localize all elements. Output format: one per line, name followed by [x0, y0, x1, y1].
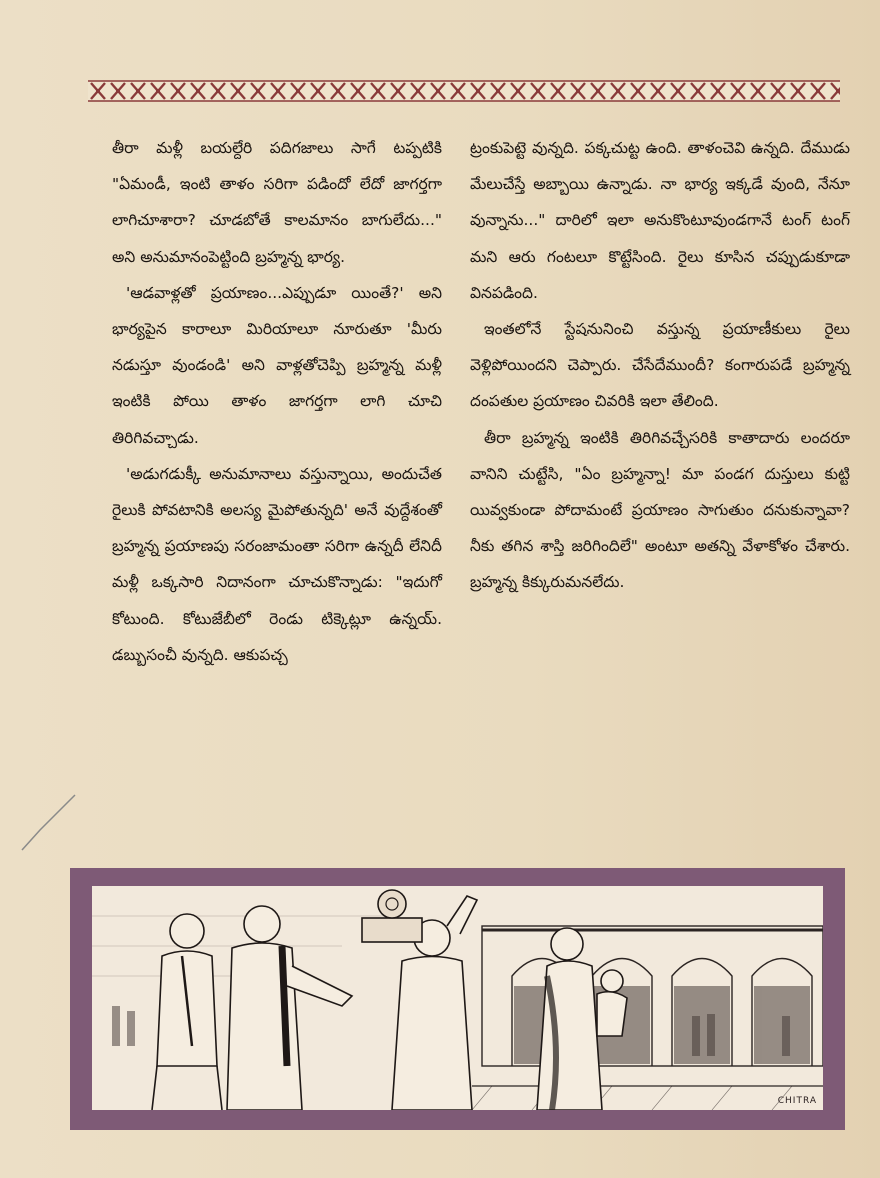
right-text-column — [470, 130, 850, 601]
left-text-column — [112, 130, 442, 673]
illustration-scene — [92, 886, 823, 1110]
paragraph: ఇంతలోనే స్టేషనునించి వస్తున్న ప్రయాణీకులు రైలు వెళ్లిపోయిందని చెప్పారు. చేసేదేముందీ? కంగారుపడే బ్రహ్మన్న దంపతుల ప్రయాణం చివరికి ఇలా తేలింది. — [470, 320, 850, 411]
paragraph: తీరా మళ్లీ బయల్దేరి పదిగజాలు సాగే టప్పటికి "ఏమండీ, ఇంటి తాళం సరిగా పడిందో లేదో జాగర్తగా లాగిచూశారా? చూడబోతే కాలమానం బాగులేదు..." అని అనుమానంపెట్టింది బ్రహ్మన్న భార్య. — [112, 139, 442, 266]
scene-drawing — [92, 886, 823, 1110]
pencil-tick-mark — [20, 790, 80, 870]
paragraph: 'అడుగడుక్కీ అనుమానాలు వస్తున్నాయి, అందుచేత రైలుకి పోవటానికి అలస్య మైపోతున్నది' అనే వుద్దేశంతో బ్రహ్మన్న ప్రయాణపు సరంజామంతా సరిగా ఉన్నదీ లేనిదీ మళ్లీ ఒక్కసారి నిదానంగా చూచుకొన్నాడు: "ఇదుగో కోటుంది. కోటుజేబీలో రెండు టిక్కెట్లూ ఉన్నయ్. డబ్బుసంచీ వున్నది. ఆకుపచ్చ — [112, 464, 442, 664]
paragraph: 'ఆడవాళ్లతో ప్రయాణం...ఎప్పుడూ యింతే?' అని భార్యపైన కారాలూ మిరియాలూ నూరుతూ 'మీరు నడుస్తూ వుండండి' అని వాళ్లతోచెప్పి బ్రహ్మన్న మళ్లీ ఇంటికి పోయి తాళం జాగర్తగా లాగి చూచి తిరిగివచ్చాడు. — [112, 283, 442, 447]
paragraph: తీరా బ్రహ్మన్న ఇంటికి తిరిగివచ్చేసరికి కాతాదారు లందరూ వానిని చుట్టేసి, "ఏం బ్రహ్మన్నా! మా పండగ దుస్తులు కుట్టి యివ్వకుండా పోదామంటే ప్రయాణం సాగుతుం దనుకున్నావా? నీకు తగిన శాస్తి జరిగిందిలే" అంటూ అతన్ని వేళాకోళం చేశారు. బ్రహ్మన్న కిక్కురుమనలేదు. — [470, 428, 850, 592]
decorative-border — [88, 78, 840, 104]
paragraph: ట్రంకుపెట్టె వున్నది. పక్కచుట్ట ఉంది. తాళంచెవి ఉన్నది. దేముడు మేలుచేస్తే అబ్బాయి ఉన్నాడు. నా భార్య ఇక్కడే వుంది, నేనూ వున్నాను..." దారిలో ఇలా అనుకొంటూవుండగానే టంగ్ టంగ్ మని ఆరు గంటలూ కొట్టేసింది. రైలు కూసిన చప్పుడుకూడా వినపడింది. — [470, 139, 850, 302]
artist-signature: CHITRA — [777, 1096, 817, 1106]
story-illustration — [70, 868, 845, 1130]
